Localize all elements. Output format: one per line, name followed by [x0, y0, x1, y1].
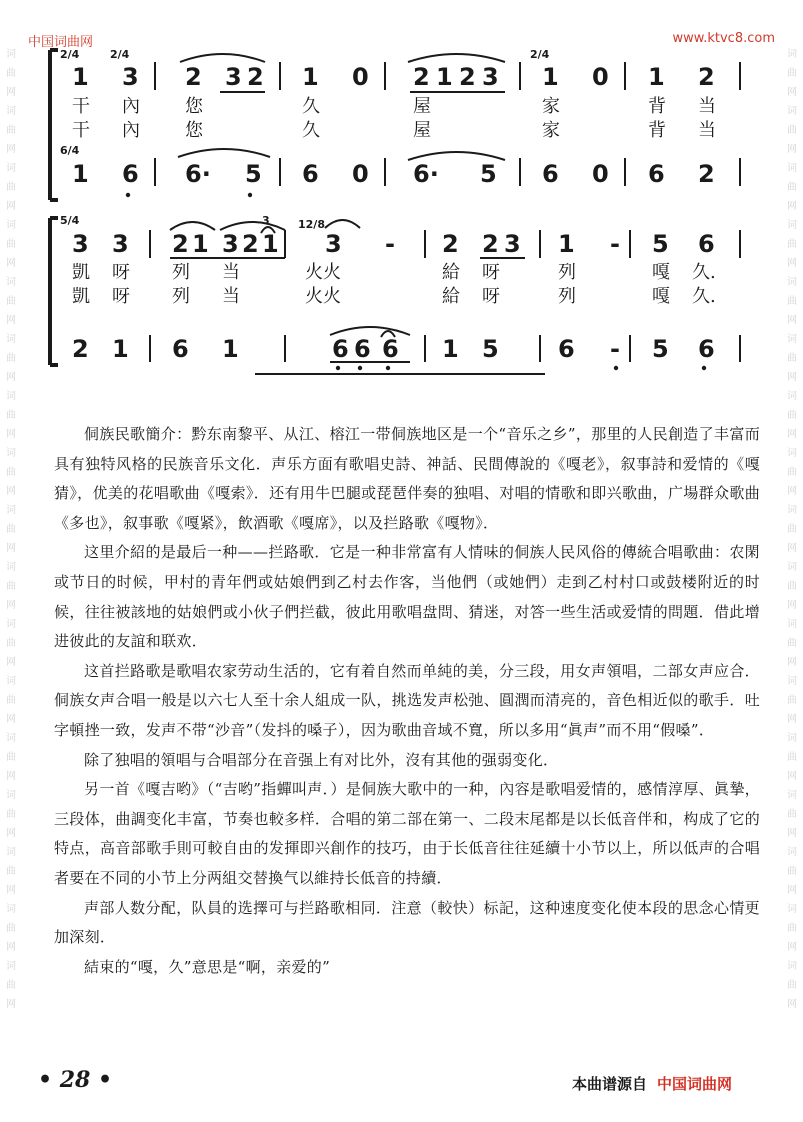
- slur: [330, 327, 410, 335]
- watermark-char: 曲: [6, 923, 16, 934]
- paragraph: 另一首《嘎吉哟》（“吉哟”指蟬叫声．）是侗族大歌中的一种，內容是歌唱爱情的，感情淳厚、眞摯，三段体，曲調变化丰富，节奏也較多样．合唱的第二部在第一、二段末尾都是以长低音伴和，构成了它的特点，高音部歌手則可較自由的发揮即兴創作的技巧，由于长低音往往延續十小节以上，所以低声的合唱者要在不同的小节上分两組交替換气以維持长低音的持續．: [54, 780, 760, 887]
- watermark-char: 网: [6, 771, 16, 782]
- note: 2: [242, 230, 259, 258]
- watermark-char: 曲: [787, 182, 797, 193]
- lyric: 您: [185, 96, 203, 117]
- watermark-char: 曲: [6, 239, 16, 250]
- watermark-char: 曲: [6, 182, 16, 193]
- watermark-char: 网: [6, 429, 16, 440]
- watermark-char: 网: [787, 201, 797, 212]
- lyric: 久.: [692, 286, 716, 307]
- lower-time-sig: 6/4: [60, 144, 80, 157]
- watermark-char: 网: [787, 999, 797, 1010]
- watermark-char: 网: [6, 828, 16, 839]
- watermark-char: 词: [787, 505, 797, 516]
- watermark-char: 曲: [6, 581, 16, 592]
- watermark-char: 词: [787, 277, 797, 288]
- note: 2: [459, 63, 476, 91]
- paragraph: 声部人数分配，队員的选擇可与拦路歌相同．注意（較快）标記，这种速度变化使本段的思念心情更加深刻．: [54, 898, 760, 947]
- system2-upper-notes: [72, 230, 715, 258]
- triplet-mark: 3: [262, 214, 270, 227]
- note: 1: [262, 230, 279, 258]
- lyric: 当: [698, 120, 716, 141]
- lyric: 背: [648, 120, 666, 141]
- slur: [178, 149, 270, 157]
- system1-lower-notes: [72, 160, 715, 188]
- watermark-char: 曲: [6, 980, 16, 991]
- lyric: 列: [558, 286, 576, 307]
- watermark-char: 网: [787, 87, 797, 98]
- watermark-char: 词: [6, 106, 16, 117]
- lyric: 家: [542, 96, 560, 117]
- note: 0: [352, 63, 369, 91]
- watermark-char: 词: [6, 676, 16, 687]
- right-watermark-strip: [783, 0, 801, 1122]
- time-sig-3: 2/4: [530, 48, 550, 61]
- watermark-char: 词: [787, 961, 797, 972]
- watermark-char: 词: [787, 163, 797, 174]
- watermark-char: 网: [6, 87, 16, 98]
- lyric: 家: [542, 120, 560, 141]
- lyric: 內: [122, 120, 140, 141]
- watermark-char: 词: [6, 505, 16, 516]
- note: 6: [542, 160, 559, 188]
- source-brand-link[interactable]: 中国词曲网: [657, 1075, 733, 1093]
- note: 1: [542, 63, 559, 91]
- note: 3: [72, 230, 89, 258]
- watermark-char: 曲: [787, 866, 797, 877]
- watermark-char: 词: [787, 733, 797, 744]
- lyric: 屋: [413, 96, 431, 117]
- note: 3: [222, 230, 239, 258]
- lyric: 凱: [72, 262, 90, 283]
- article-body: [54, 420, 760, 982]
- lyric: 火火: [305, 262, 341, 283]
- watermark-char: 词: [6, 49, 16, 60]
- lyric: 久: [302, 96, 320, 117]
- watermark-char: 曲: [787, 467, 797, 478]
- lyric: 嘎: [652, 286, 670, 307]
- watermark-char: 词: [6, 619, 16, 630]
- note: 6: [558, 335, 575, 363]
- note: 5: [652, 230, 669, 258]
- watermark-char: 网: [6, 543, 16, 554]
- octave-dot: [614, 366, 618, 370]
- watermark-char: 词: [6, 733, 16, 744]
- note: 5: [245, 160, 262, 188]
- watermark-char: 词: [6, 562, 16, 573]
- watermark-char: 曲: [787, 581, 797, 592]
- page-number: • 28 •: [38, 1067, 113, 1093]
- watermark-char: 曲: [787, 410, 797, 421]
- watermark-char: 网: [6, 657, 16, 668]
- site-name[interactable]: 中国词曲网: [28, 35, 94, 50]
- paragraph: 这里介紹的是最后一种——拦路歌．它是一种非常富有人情味的侗族人民风俗的傳統合唱歌曲：农閑或节日的时候，甲村的青年們或姑娘們到乙村去作客，当他們（或她們）走到乙村村口或鼓楼附近的时候，往往被該地的姑娘們或小伙子們拦截，彼此用歌唱盘問、猜迷，对答一些生活或爱情的問題．借此增进彼此的友誼和联欢．: [54, 543, 760, 651]
- watermark-char: 词: [787, 334, 797, 345]
- slur: [325, 220, 360, 228]
- lyric: 凱: [72, 286, 90, 307]
- watermark-char: 网: [787, 486, 797, 497]
- paragraph-intro: 侗族民歌簡介：黔东南黎平、从江、榕江一带侗族地区是一个“音乐之乡”，那里的人民創造了丰富而具有独特风格的民族音乐文化．声乐方面有歌唱史詩、神話、民間傳說的《嘎老》，叙事詩和爱情的《嘎猜》，优美的花唱歌曲《嘎索》．还有用牛巴腿或琵琶伴奏的独唱、对唱的情歌和即兴歌曲，广場群众歌曲《多也》，叙事歌《嘎紧》，飲酒歌《嘎席》，以及拦路歌《嘎物》．: [54, 425, 760, 532]
- note: 3: [112, 230, 129, 258]
- octave-dot: [336, 366, 340, 370]
- note: -: [610, 335, 620, 363]
- watermark-char: 网: [787, 600, 797, 611]
- note: 3: [225, 63, 242, 91]
- note: 1: [436, 63, 453, 91]
- watermark-char: 网: [787, 144, 797, 155]
- note: 6: [172, 335, 189, 363]
- note: 2: [247, 63, 264, 91]
- watermark-char: 曲: [6, 467, 16, 478]
- watermark-char: 词: [6, 448, 16, 459]
- watermark-char: 网: [6, 600, 16, 611]
- note: 6: [302, 160, 319, 188]
- time-sig-1: 2/4: [60, 48, 80, 61]
- watermark-char: 词: [787, 391, 797, 402]
- note: 2: [698, 63, 715, 91]
- octave-dot: [358, 366, 362, 370]
- note: 1: [442, 335, 459, 363]
- watermark-char: 词: [6, 163, 16, 174]
- lyric: 干: [72, 120, 90, 141]
- brace-system1: [50, 50, 58, 200]
- note: 2: [72, 335, 89, 363]
- watermark-char: 词: [787, 220, 797, 231]
- note: 1: [558, 230, 575, 258]
- note: 3: [122, 63, 139, 91]
- watermark-char: 曲: [787, 638, 797, 649]
- watermark-char: 词: [6, 790, 16, 801]
- watermark-char: 曲: [787, 980, 797, 991]
- watermark-char: 曲: [6, 638, 16, 649]
- watermark-char: 曲: [6, 524, 16, 535]
- note: 2: [442, 230, 459, 258]
- site-url[interactable]: www.ktvc8.com: [672, 31, 775, 46]
- watermark-char: 网: [787, 429, 797, 440]
- lyric: 您: [185, 120, 203, 141]
- watermark-char: 曲: [6, 125, 16, 136]
- note: 1: [222, 335, 239, 363]
- octave-dot: [248, 193, 252, 197]
- note: -: [610, 230, 620, 258]
- system1-lyrics-1: [72, 96, 716, 117]
- note: 2: [482, 230, 499, 258]
- lyric: 給: [442, 262, 460, 283]
- lyric: 列: [172, 286, 190, 307]
- watermark-char: 曲: [787, 524, 797, 535]
- lyric: 內: [122, 96, 140, 117]
- watermark-char: 曲: [787, 695, 797, 706]
- watermark-char: 词: [787, 676, 797, 687]
- watermark-char: 曲: [6, 410, 16, 421]
- watermark-char: 词: [787, 619, 797, 630]
- meter-change: 12/8: [298, 218, 325, 231]
- watermark-char: 曲: [787, 809, 797, 820]
- lyric: 久: [302, 120, 320, 141]
- note: 1: [72, 160, 89, 188]
- lyric: 列: [172, 262, 190, 283]
- lyric: 背: [648, 96, 666, 117]
- watermark-char: 网: [6, 999, 16, 1010]
- watermark-char: 曲: [6, 866, 16, 877]
- watermark-char: 曲: [6, 695, 16, 706]
- watermark-char: 网: [787, 543, 797, 554]
- note: 5: [480, 160, 497, 188]
- note: 6: [382, 335, 399, 363]
- lyric: 給: [442, 286, 460, 307]
- note: 2: [413, 63, 430, 91]
- note: 0: [592, 160, 609, 188]
- paragraph: 这首拦路歌是歌唱农家劳动生活的，它有着自然而单純的美，分三段，用女声領唱，二部女声应合．侗族女声合唱一般是以六七人至十余人組成一队，挑选发声松弛、圓潤而清亮的，音色相近似的歌手．吐字頓挫一致，发声不带“沙音”（发抖的嗓子），因为歌曲音域不寬，所以多用“眞声”而不用“假嗓”．: [54, 661, 760, 739]
- octave-dot: [702, 366, 706, 370]
- watermark-char: 网: [6, 315, 16, 326]
- upper-time-sig-2: 5/4: [60, 214, 80, 227]
- note: 2: [698, 160, 715, 188]
- note: 2: [172, 230, 189, 258]
- watermark-char: 曲: [787, 68, 797, 79]
- slur: [408, 54, 505, 62]
- note: 3: [325, 230, 342, 258]
- watermark-char: 曲: [6, 353, 16, 364]
- music-score: [40, 40, 760, 410]
- lyric: 呀: [112, 286, 130, 307]
- watermark-char: 网: [6, 201, 16, 212]
- paragraph: 除了独唱的領唱与合唱部分在音强上有对比外，沒有其他的强弱变化．: [84, 750, 559, 769]
- lyric: 火火: [305, 286, 341, 307]
- note: 1: [302, 63, 319, 91]
- note: 6: [354, 335, 371, 363]
- watermark-char: 网: [6, 942, 16, 953]
- note: 0: [352, 160, 369, 188]
- watermark-char: 词: [6, 277, 16, 288]
- note: 6·: [185, 160, 211, 188]
- watermark-char: 词: [787, 448, 797, 459]
- note: 6: [698, 335, 715, 363]
- watermark-char: 网: [6, 714, 16, 725]
- watermark-char: 曲: [787, 296, 797, 307]
- note: -: [385, 230, 395, 258]
- slur: [180, 54, 265, 62]
- watermark-char: 网: [787, 771, 797, 782]
- note: 1: [648, 63, 665, 91]
- watermark-char: 词: [787, 904, 797, 915]
- watermark-char: 网: [787, 714, 797, 725]
- lyric: 久.: [692, 262, 716, 283]
- octave-dot: [126, 193, 130, 197]
- time-sig-2: 2/4: [110, 48, 130, 61]
- octave-dot: [386, 366, 390, 370]
- brace-system2: [50, 218, 58, 365]
- watermark-char: 网: [787, 942, 797, 953]
- watermark-char: 曲: [6, 752, 16, 763]
- source-credit: [572, 1073, 732, 1094]
- left-watermark-strip: [2, 0, 20, 1122]
- note: 1: [72, 63, 89, 91]
- note: 6·: [413, 160, 439, 188]
- note: 0: [592, 63, 609, 91]
- watermark-char: 词: [787, 106, 797, 117]
- lyric: 列: [558, 262, 576, 283]
- watermark-char: 网: [787, 828, 797, 839]
- watermark-char: 曲: [6, 296, 16, 307]
- lyric: 嘎: [652, 262, 670, 283]
- watermark-char: 词: [787, 49, 797, 60]
- watermark-char: 词: [6, 220, 16, 231]
- watermark-char: 网: [787, 258, 797, 269]
- note: 1: [112, 335, 129, 363]
- watermark-char: 网: [6, 372, 16, 383]
- lyric: 屋: [413, 120, 431, 141]
- note: 6: [648, 160, 665, 188]
- lyric: 干: [72, 96, 90, 117]
- watermark-char: 词: [787, 847, 797, 858]
- note: 5: [482, 335, 499, 363]
- watermark-char: 网: [787, 885, 797, 896]
- watermark-char: 曲: [6, 68, 16, 79]
- lyric: 当: [222, 286, 240, 307]
- slur: [170, 222, 215, 230]
- note: 3: [482, 63, 499, 91]
- lyric: 当: [222, 262, 240, 283]
- watermark-char: 曲: [787, 239, 797, 250]
- watermark-char: 曲: [787, 752, 797, 763]
- system2-lyrics-2: [72, 286, 716, 307]
- score-svg: [40, 40, 760, 410]
- note: 5: [652, 335, 669, 363]
- lyric: 当: [698, 96, 716, 117]
- note: 1: [192, 230, 209, 258]
- system2-lyrics-1: [72, 262, 716, 283]
- note: 2: [185, 63, 202, 91]
- watermark-char: 词: [787, 562, 797, 573]
- watermark-char: 网: [6, 144, 16, 155]
- watermark-char: 曲: [787, 923, 797, 934]
- watermark-char: 网: [787, 372, 797, 383]
- watermark-char: 词: [787, 790, 797, 801]
- system1-lyrics-2: [72, 120, 716, 141]
- slur: [220, 222, 285, 230]
- watermark-char: 曲: [6, 809, 16, 820]
- watermark-char: 词: [6, 961, 16, 972]
- note: 6: [332, 335, 349, 363]
- source-label: 本曲谱源自: [572, 1075, 648, 1093]
- system2-lower-notes: [72, 335, 715, 363]
- watermark-char: 网: [6, 486, 16, 497]
- watermark-char: 网: [787, 657, 797, 668]
- note: 3: [504, 230, 521, 258]
- slur: [408, 152, 505, 160]
- watermark-char: 词: [6, 391, 16, 402]
- lyric: 呀: [482, 286, 500, 307]
- watermark-char: 曲: [787, 125, 797, 136]
- watermark-char: 词: [6, 904, 16, 915]
- lyric: 呀: [482, 262, 500, 283]
- watermark-char: 曲: [787, 353, 797, 364]
- watermark-char: 词: [6, 334, 16, 345]
- note: 6: [698, 230, 715, 258]
- watermark-char: 网: [6, 258, 16, 269]
- watermark-char: 网: [6, 885, 16, 896]
- watermark-char: 网: [787, 315, 797, 326]
- paragraph-closing: 結束的“嘎，久”意思是“啊，亲爱的”: [84, 957, 331, 976]
- system1-upper-notes: [72, 63, 715, 91]
- lyric: 呀: [112, 262, 130, 283]
- watermark-char: 词: [6, 847, 16, 858]
- note: 6: [122, 160, 139, 188]
